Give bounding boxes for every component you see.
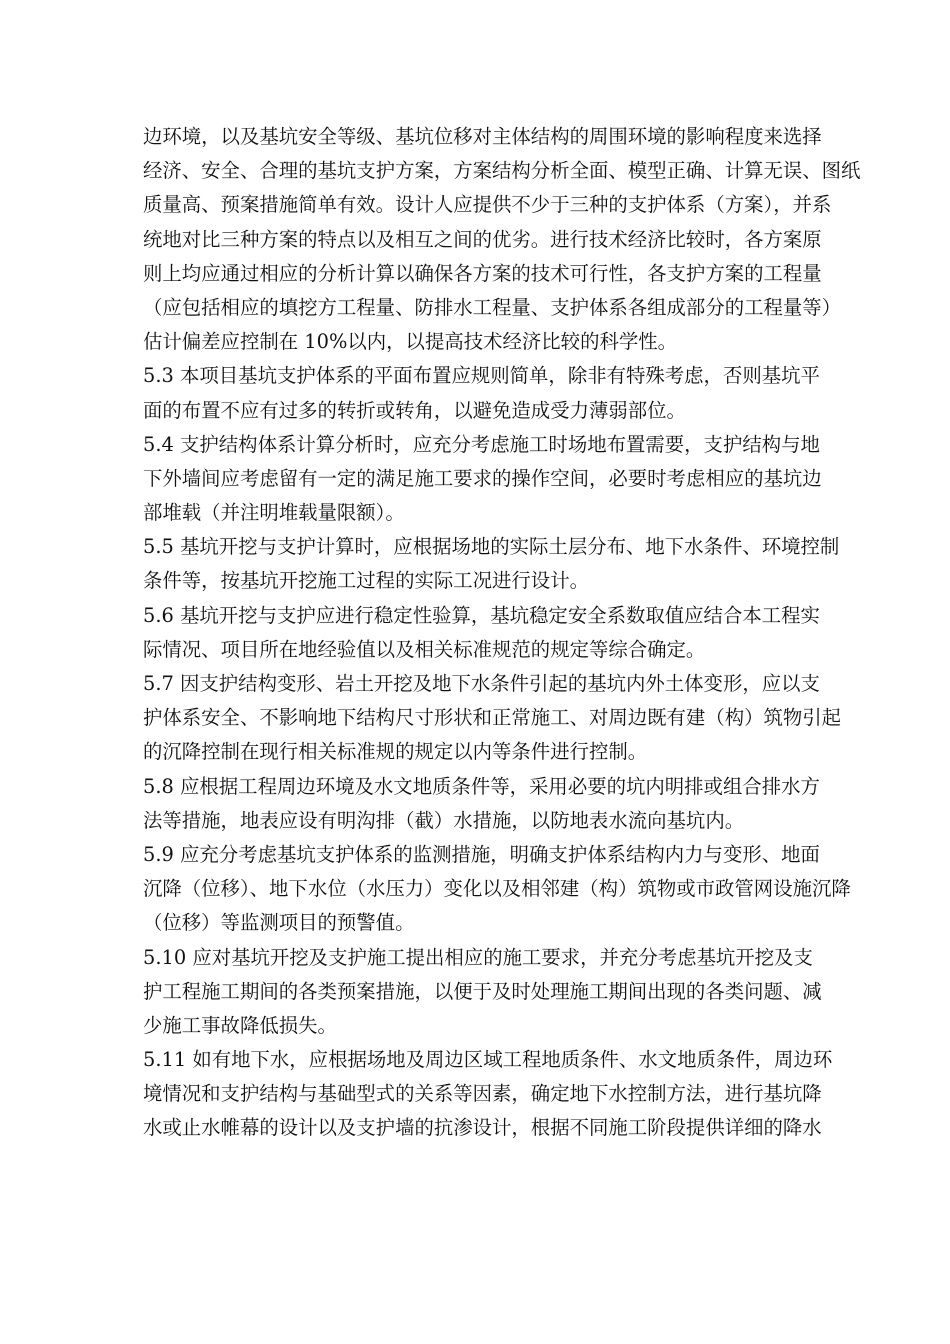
text-line: 少施工事故降低损失。: [143, 1013, 337, 1037]
text-line: 5.8 应根据工程周边环境及水文地质条件等，采用必要的坑内明排或组合排水方: [143, 774, 820, 798]
text-line: 护工程施工期间的各类预案措施，以便于及时处理施工期间出现的各类问题、减: [143, 979, 822, 1003]
text-line: 沉降（位移）、地下水位（水压力）变化以及相邻建（构）筑物或市政管网设施沉降: [143, 877, 851, 901]
paragraph-5-4: [143, 428, 822, 531]
text-line: 下外墙间应考虑留有一定的满足施工要求的操作空间，必要时考虑相应的基坑边: [143, 466, 822, 490]
text-line: 经济、安全、合理的基坑支护方案，方案结构分析全面、模型正确、计算无误、图纸: [143, 159, 861, 183]
paragraph-5-5: [143, 530, 840, 598]
paragraph-5-3: [143, 359, 820, 427]
document-body: [143, 120, 861, 1146]
paragraph-continuation: [143, 120, 861, 359]
text-line: 统地对比三种方案的特点以及相互之间的优劣。进行技术经济比较时，各方案原: [143, 227, 822, 251]
text-line: 5.6 基坑开挖与支护应进行稳定性验算，基坑稳定安全系数取值应结合本工程实: [143, 603, 820, 627]
text-line: 5.5 基坑开挖与支护计算时，应根据场地的实际土层分布、地下水条件、环境控制: [143, 535, 840, 559]
text-line: 面的布置不应有过多的转折或转角，以避免造成受力薄弱部位。: [143, 398, 686, 422]
text-line: 条件等，按基坑开挖施工过程的实际工况进行设计。: [143, 569, 589, 593]
text-line: 5.4 支护结构体系计算分析时，应充分考虑施工时场地布置需要，支护结构与地: [143, 432, 820, 456]
paragraph-5-9: [143, 838, 851, 941]
text-line: 质量高、预案措施简单有效。设计人应提供不少于三种的支护体系（方案），并系: [143, 193, 832, 217]
text-line: 5.11 如有地下水，应根据场地及周边区域工程地质条件、水文地质条件，周边环: [143, 1048, 833, 1072]
text-line: 5.9 应充分考虑基坑支护体系的监测措施，明确支护体系结构内力与变形、地面: [143, 842, 820, 866]
text-line: 边环境，以及基坑安全等级、基坑位移对主体结构的周围环境的影响程度来选择: [143, 125, 822, 148]
text-line: 5.10 应对基坑开挖及支护施工提出相应的施工要求，并充分考虑基坑开挖及支: [143, 945, 813, 969]
text-line: 境情况和支护结构与基础型式的关系等因素，确定地下水控制方法，进行基坑降: [143, 1082, 822, 1106]
text-line: 的沉降控制在现行相关标准规的规定以内等条件进行控制。: [143, 740, 648, 764]
text-line: （应包括相应的填挖方工程量、防排水工程量、支护体系各组成部分的工程量等）: [143, 295, 842, 319]
text-line: 护体系安全、不影响地下结构尺寸形状和正常施工、对周边既有建（构）筑物引起: [143, 706, 842, 730]
text-line: 法等措施，地表应设有明沟排（截）水措施，以防地表水流向基坑内。: [143, 808, 745, 832]
paragraph-5-10: [143, 941, 822, 1044]
text-line: （位移）等监测项目的预警值。: [143, 911, 415, 935]
paragraph-5-6: [143, 599, 820, 667]
text-line: 估计偏差应控制在 10%以内，以提高技术经济比较的科学性。: [143, 330, 678, 354]
text-line: 际情况、项目所在地经验值以及相关标准规范的规定等综合确定。: [143, 637, 706, 661]
text-line: 水或止水帷幕的设计以及支护墙的抗渗设计，根据不同施工阶段提供详细的降水: [143, 1116, 822, 1140]
text-line: 5.3 本项目基坑支护体系的平面布置应规则简单，除非有特殊考虑，否则基坑平: [143, 364, 820, 388]
text-line: 则上均应通过相应的分析计算以确保各方案的技术可行性，各支护方案的工程量: [143, 261, 822, 285]
text-line: 部堆载（并注明堆载量限额）。: [143, 501, 405, 525]
paragraph-5-7: [143, 667, 842, 770]
text-line: 5.7 因支护结构变形、岩土开挖及地下水条件引起的基坑内外土体变形，应以支: [143, 672, 820, 695]
paragraph-5-8: [143, 770, 820, 838]
paragraph-5-11: [143, 1043, 833, 1146]
